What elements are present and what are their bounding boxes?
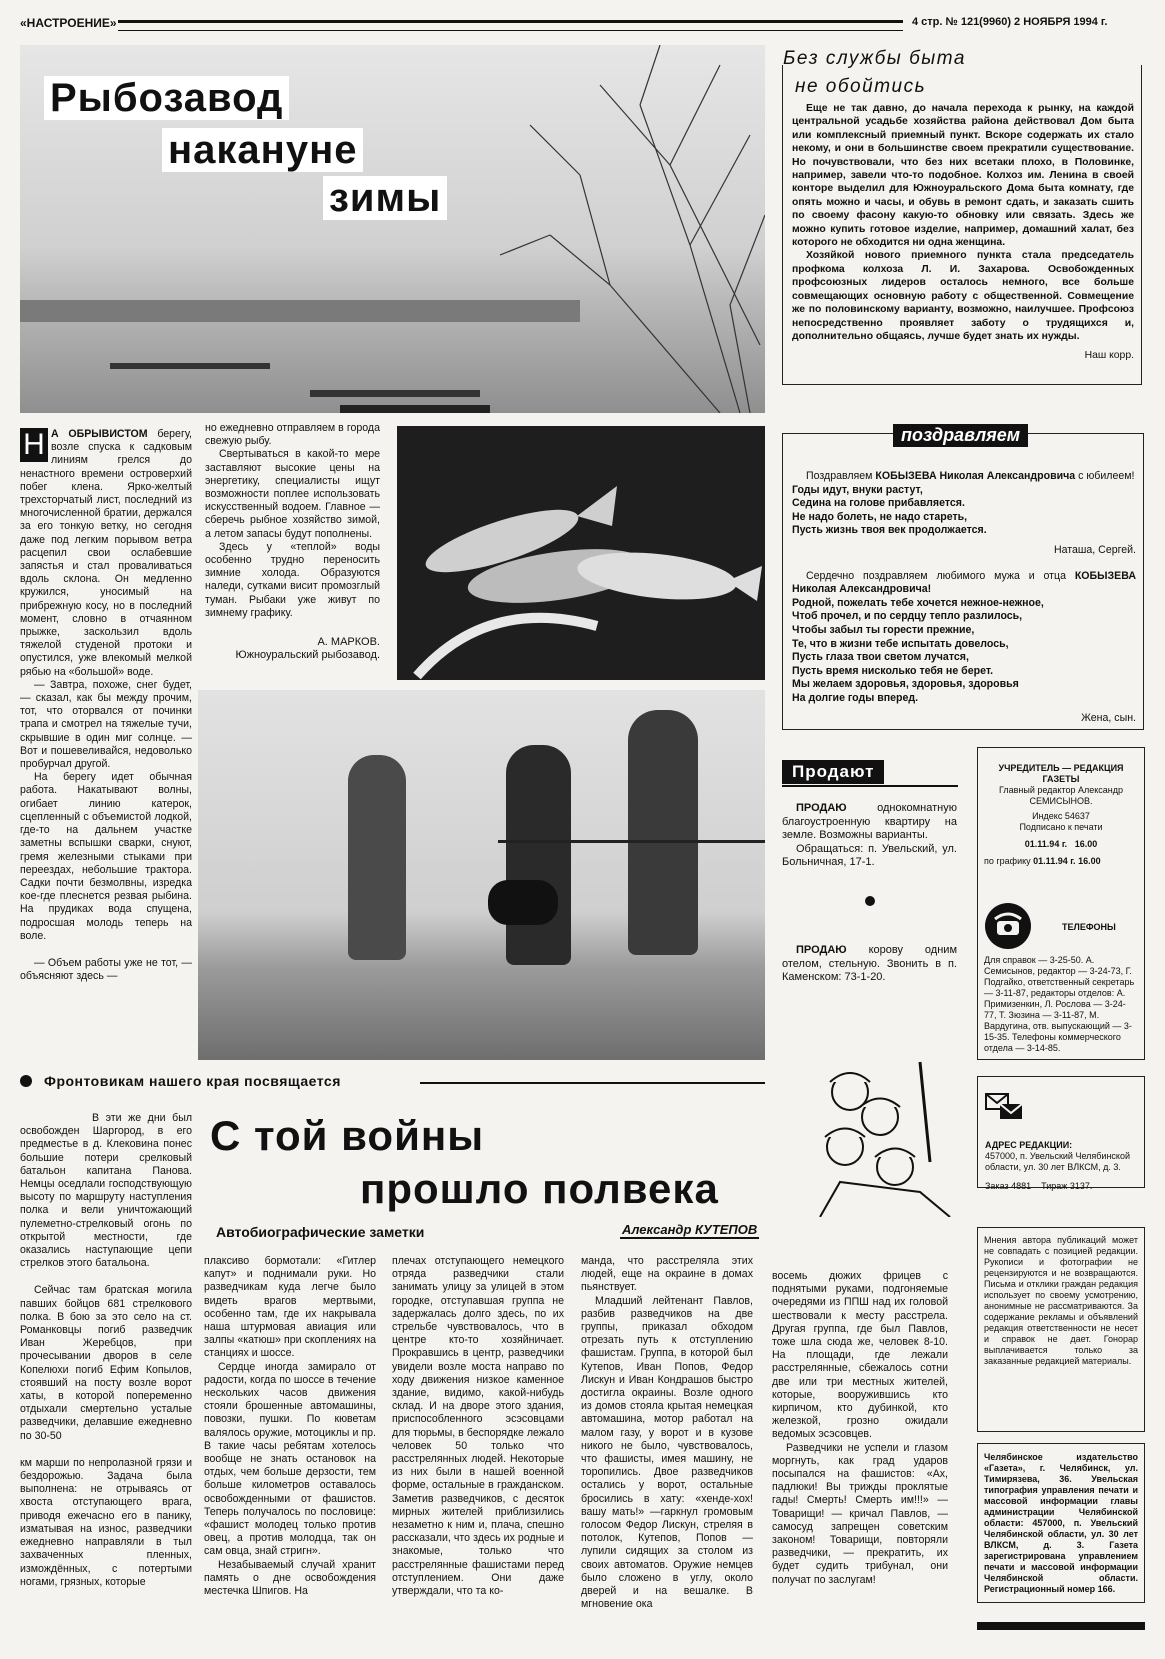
schedule-time: по графику 01.11.94 г. 16.00 (984, 856, 1101, 866)
war-p1: В эти же дни был освобожден Шаргород, в его предместье в д. Клековина понес большие потери срелковый батальон капитана Панова. Немцы оседлали господствующую высоту по маршруту наступления полка и вели уничтожающий пулеметно-стрелковый огонь по открытой местности, где оказались наступающие цепи стрелков этого батальона. (20, 1112, 192, 1270)
worker-2 (506, 745, 571, 965)
congrats-g2-line: Чтоб прочел, и по сердцу тепло разлилось, (792, 610, 1023, 623)
ads-rule (782, 785, 958, 787)
phones-title: ТЕЛЕФОНЫ (1062, 922, 1116, 932)
war-p5: Сердце иногда замирало от радости, когда по шоссе в течение нескольких часов движения стояли брошенные автомашины, повозки, пушки. По кюветам валялось оружие, мотоциклы и пр. В такие часы ребятам хотелось вообще не знать остановок на отдых, чем больше дерзости, тем больше километров оставалось освобожденными от фашистов. Теперь получалось по пословице: «фашист молодец только против овец, а против молодца, так он сам овца, знай стригн». (204, 1360, 376, 1558)
service-title-1: Без службы быта (783, 48, 972, 70)
founder: УЧРЕДИТЕЛЬ — РЕДАКЦИЯ ГАЗЕТЫ (998, 763, 1124, 784)
service-sign: Наш корр. (1084, 350, 1134, 362)
war-title-2: прошло полвека (360, 1165, 719, 1212)
ad-2: ПРОДАЮ корову одним отелом, стельную. Звонить в п. Каменском: 73-1-20. (782, 943, 957, 984)
fishery-lead: А ОБРЫВИСТОМ (51, 428, 148, 440)
congrats-g1-line: Седина на голове прибавляется. (792, 497, 965, 510)
war-rubric: Фронтовикам нашего края посвящается (44, 1073, 341, 1089)
fishery-p6: Свертываться в какой-то мере заставляют высокие цены на энергетику, специалисты ищут возможности поплее использовать искусственный водоем. Главное — сберечь рыбное хозяйство зимой, а летом запасы будут пополнены. (205, 448, 380, 540)
address-title: АДРЕС РЕДАКЦИИ: (985, 1140, 1073, 1150)
war-col-2 (204, 1255, 376, 1598)
congrats-g1-line: Пусть жизнь твоя век продолжается. (792, 524, 987, 537)
fishery-author-org: Южноуральский рыбозавод. (235, 649, 380, 662)
service-p2: Хозяйкой нового приемного пункта стала председатель профкома колхоза Л. И. Захарова. Освобожденных профсоюзных лидеров осталось немного, все больше совмещающих основную работу с общественной. Совмещение же по половинскому варианту, возможно, наилучшее. Профсоюз непосредственно проявляет заботу о трудящихся и, дополнительно общаясь, лучше будет знать их нужды. (792, 250, 1134, 342)
fish-photo (397, 426, 765, 680)
phones-text: Для справок — 3-25-50. А. Семисынов, редактор — 3-24-73, Г. Подгайко, ответственный секретарь — 3-11-87, редакторы отделов: А. Примизенкин, Л. Рослова — 3-24-77, Т. Зюзина — 3-11-87, М. Вардугина, отв. выпускающий — 3-15-35. Телефоны коммерческого отдела — 3-14-85. (984, 955, 1135, 1053)
war-col-3 (392, 1255, 564, 1598)
envelope-icon (985, 1093, 1025, 1121)
opinion-text: Мнения автора публикаций может не совпадать с позицией редакции. Рукописи и фотографии не рецензируются и не возвращаются. Письма и отклики граждан редакция использует по своему усмотрению, анонимные не рассматриваются. За содержание рекламы и объявлений редакция ответственности не несет и справок не дает. Гонорар выплачивается только за заказанные редакцией материалы. (984, 1235, 1138, 1366)
war-p6: Незабываемый случай хранит память о дне освобождения местечка Шпигов. На (204, 1558, 376, 1598)
congrats-g2-line: На долгие годы вперед. (792, 691, 919, 704)
congrats-g2-line: Мы желаем здоровья, здоровья, здоровья (792, 678, 1019, 691)
fishery-p3: На берегу идет обычная работа. Накатывают волны, огибает линию катерок, сцепленный с объемистой лодкой, где-то на дальнем участке заметны вспышки сварки, снуют, гремя железными стыками при переездах, небольшие трактора. Садки почти безмолвны, изредка кое-где плеснется резвая рыбина. На прудиках вода спущена, подросшая молодь теперь на воле. (20, 771, 192, 942)
war-p8: манда, что расстреляла этих людей, еще на окраине в домах пьянствует. (581, 1255, 753, 1294)
barge-1 (110, 363, 270, 369)
congrats-g1-line: Годы идут, внуки растут, (792, 483, 923, 496)
war-p7: плечах отступающего немецкого отряда разведчики стали занимать улицу за улицей в этом городке, отступавшая группа не задержалась долго здесь, по их стрельбе чувствовалось, что в центре кто-то хозяйничает. Прокравшись в центр, разведчики увидели возле моста направо по ходу движения низкое каменное здание, видимо, какой-нибудь склад. И на дворе этого здания, приспособленного эсэсовцами для тюрьмы, в беспорядке лежало человек 50 только что расстрелянных людей. Некоторые из них были в нашей военной форме, остальные в гражданском. Заметив разведчиков, с десяток мирных жителей приблизились незаметно к ним и, плача, спешно рассказали, что здесь их родные и знакомые, только что расстрелянные фашистами перед отступлением. Они даже утверждали, что та ко- (392, 1255, 564, 1598)
fishery-title-1: Рыбозавод (44, 76, 289, 120)
branches (490, 45, 765, 413)
signed: Подписано к печати (1019, 822, 1103, 832)
war-p9: Младший лейтенант Павлов, разбив разведчиков на две группы, приказал обходом отрезать путь к отступлению фашистам. Группа, в которой был Кутепов, Иван Попов, Федор Лискун и Иван Кондрашов быстро достигла окраины. Возле одного из домов стояла крытая немецкая автомашина, мотор работал на малом газу, у ворот и в кузове никого не было, чувствовалось, что фашисты, имея машину, не торопились. Двое разведчиков остались у ворот, остальные бросились в хату: «хенде-хох! вашу мать!» —гаркнул громовым голосом Федор Лискун, стреляя в потолок, Кутепов, Попов — лупили сидящих за столом из своих автоматов. Оружие немцев было сложено в углу, около дверей и на вешалке. В мгновение ока (581, 1294, 753, 1611)
section-label: «НАСТРОЕНИЕ» (20, 16, 117, 30)
ads-title: Продают (782, 760, 884, 784)
war-rubric-bullet (20, 1075, 32, 1087)
ad-1: ПРОДАЮ однокомнатную благоустроенную квартиру на земле. Возможны варианты. (782, 802, 957, 842)
ad-1-contact: Обращаться: п. Увельский, ул. Больничная, 17-1. (782, 842, 957, 869)
fishery-p2: — Завтра, похоже, снег будет, — сказал, как бы между прочим, тот, что оторвался от починки трапа и смотрел на тяжелые тучи, скрывшие в один миг солнце. — Вот и пошевеливайся, недоволько пробурчал другой. (20, 678, 192, 771)
publisher-text: Челябинское издательство «Газета», г. Челябинск, ул. Тимирязева, 36. Увельская типография управления печати и массовой информации главы администрации Челябинской области: 457000, п. Увельский Челябинской области, ул. 30 лет ВЛКСМ, д. 3. Газета зарегистрирована управлением печати и массовой информации Челябинской области. Регистрационный номер 166. (984, 1452, 1138, 1594)
workers-photo (198, 690, 765, 1060)
fishery-p7: Здесь у «теплой» воды особенно трудно переносить зимние холода. Образуются наледи, сутками висит промозглый туман. Рыбаки уже живут по зимнему графику. (205, 540, 380, 619)
address-block (985, 1140, 1137, 1192)
war-p2: Сейчас там братская могила павших бойцов 681 стрелкового полка. В бою за это село на ст. Романковцы погиб разведчик Иван Жеребцов, при прочесывании дворов в селе Копелюхи погиб Ефим Копылов, стоявший на посту возле ворот хаты, в которой попеременно отдыхали смертельно усталые разведчики, делавшие ежедневно по 30-50 (20, 1284, 192, 1442)
ad-bullet (865, 896, 875, 906)
congrats-text (792, 470, 1136, 725)
congrats-g1: Поздравляем КОБЫЗЕВА Николая Александровича с юбилеем! (806, 470, 1135, 482)
congrats-title: поздравляем (893, 424, 1028, 447)
railing (498, 840, 765, 843)
war-title-1: С той войны (210, 1112, 485, 1159)
fishery-p5: но ежедневно отправляем в города свежую рыбу. (205, 422, 380, 448)
fish-drawing (397, 426, 765, 680)
war-col-1 (20, 1112, 192, 1589)
issue-info: 4 стр. № 121(9960) 2 НОЯБРЯ 1994 г. (912, 16, 1108, 28)
drop-cap: Н (20, 428, 48, 462)
congrats-g2-sign: Жена, сын. (1081, 711, 1136, 724)
war-p10: восемь дюжих фрицев с поднятыми руками, подгоняемые очередями из ППШ над их головой шествовали к месту расстрела. Другая группа, где был Павлов, тоже шла сюда же, человек 8-10. На площади, где лежали расстрелянные, сбежалось сотни две или три местных жителей, которые, вооружившись кто кирпичом, кто дубинкой, кто железкой, грозно ожидали ведомых эсэсовцев. (772, 1270, 948, 1441)
imprint-top (984, 763, 1138, 867)
footer-rule (977, 1622, 1145, 1630)
congrats-g2-line: Те, что в жизни тебе испытать довелось, (792, 637, 1009, 650)
war-p4: плаксиво бормотали: «Гитлер капут» и поднимали руки. Но разведчикам куда легче было видеть врагов мертвыми, особенно там, где их накрывала наша штурмовая авиация или залпы «катюш» при скоплениях на станциях и шоссе. (204, 1255, 376, 1360)
order-run: Заказ 4881 Тираж 3137. (985, 1181, 1093, 1191)
war-rubric-rule (420, 1082, 765, 1084)
congrats-g2: Сердечно поздравляем любимого мужа и отца КОБЫЗЕВА Николая Александровича! (792, 569, 1136, 596)
war-author: Александр КУТЕПОВ (622, 1222, 758, 1237)
worker-3 (628, 710, 698, 955)
address-text: 457000, п. Увельский Челябинской области, ул. 30 лет ВЛКСМ, д. 3. (985, 1151, 1130, 1172)
fishery-title-3: зимы (323, 176, 447, 220)
worker-1 (348, 755, 406, 960)
congrats-g1-sign: Наташа, Сергей. (1053, 543, 1136, 556)
fishery-p1: берегу, возле спуска к садковым линиям грелся до ненастного времени островерхий побег клена. Ярко-желтый трехсторчатый лист, последний из многочисленной братии, держался за его тонкую ветку, но сегодня даже под легким порывом ветра расцепил свои ослабевшие запястья и стал проваливаться вдоль склона. Он медленно кружился, уносимый на прибрежную косу, но в последний момент, словно в отчаянном прыжке, заскользил вдоль тяжелой студеной протоки и опустился, уже влекомый мелкой рябью на «большой» воде. (20, 428, 192, 678)
war-col-5 (772, 1270, 948, 1587)
barge-2 (310, 390, 480, 397)
phone-icon (985, 903, 1031, 949)
service-text (792, 102, 1134, 363)
header-rule (118, 20, 903, 31)
fishery-col-1 (20, 428, 192, 983)
congrats-g2-line: Чтобы забыл ты горести прежние, (792, 623, 975, 636)
war-col-4 (581, 1255, 753, 1611)
war-p11: Разведчики не успели и глазом моргнуть, как град ударов посыпался на фашистов: «Ах, падлюки! Вы трижды проклятые гады! Смерть! Смерть им!!!» — Товарищи! — кричал Павлов, — самосуд запрещен советским законом! Товарищи, повторяли разведчики, — прекратить, их будет судить трибунал, они получат по заслугам! (772, 1441, 948, 1586)
fishery-p4: — Объем работы уже не тот, — объясняют здесь — (20, 956, 192, 983)
congrats-g2-line: Пусть время нисколько тебя не берет. (792, 664, 994, 677)
congrats-g1-line: Не надо болеть, не надо стареть, (792, 510, 968, 523)
service-title-2: не обойтись (795, 76, 927, 97)
fishery-title-2: накануне (162, 128, 363, 172)
service-p1: Еще не так давно, до начала перехода к рынку, на каждой центральной усадьбе хозяйства района действовал Дом быта или комплексный приемный пункт. Вскоре содержать их стало некому, и они в большинстве своем прекратили существование. Но почувствовали, что без них всетаки плохо, в Половинке, например, завели что-то подобное. Колхоз им. Ленина в своей конторе выделил для Южноуральского Дома быта комнату, где опять можно и часы, и обувь в ремонт сдать, и заказать сшить по своему фасону какую-то обновку или связать. Здесь же можно купить готовое изделие, например, домашний халат, без которого не обходится ни одна женщина. (792, 103, 1134, 249)
war-p3: км марши по непролазной грязи и бездорожью. Задача была выполнена: не отрываясь от хвоста отступающего врага, приводя ежечасно его в панику, изматывая на износ, разведчики ежедневно направляли в тыл захваченных пленных, измождённых, с потертыми ногами, грязных, которые (20, 1456, 192, 1588)
soldiers-drawing (800, 1042, 960, 1217)
congrats-g2-line: Родной, пожелать тебе хочется нежное-нежное, (792, 596, 1044, 609)
editor: Главный редактор Александр СЕМИСЫНОВ. (998, 785, 1124, 806)
fishery-author: А. МАРКОВ. (317, 636, 380, 649)
dog (488, 880, 558, 925)
fishery-col-2 (205, 422, 380, 662)
index: Индекс 54637 (1032, 811, 1090, 821)
congrats-g2-line: Пусть глаза твои светом лучатся, (792, 651, 969, 664)
signed-time: 01.11.94 г. 16.00 (1024, 839, 1098, 849)
war-subtitle: Автобиографические заметки (216, 1224, 425, 1240)
barge-3 (340, 405, 490, 413)
ads-text (782, 802, 957, 985)
